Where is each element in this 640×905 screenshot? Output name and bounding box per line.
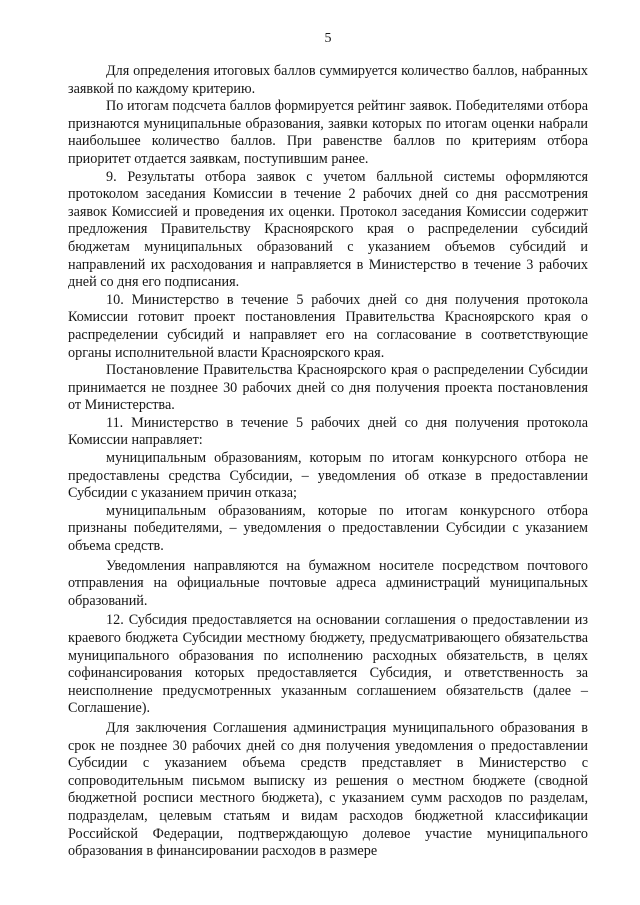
- paragraph-resolution: Постановление Правительства Красноярского края о распределении Субсидии принимается не позднее 30 рабочих дней со дня получения проекта постановления от Министерства.: [68, 362, 588, 414]
- paragraph-notice-delivery: Уведомления направляются на бумажном носителе посредством почтового отправления на официальные почтовые адреса администраций муниципальных образований.: [68, 557, 588, 609]
- paragraph-refusal-notice: муниципальным образованиям, которым по итогам конкурсного отбора не предоставлены средства Субсидии, – уведомления об отказе в предоставлении Субсидии с указанием причин отказа;: [68, 450, 588, 502]
- paragraph-total-points: Для определения итоговых баллов суммируется количество баллов, набранных заявкой по каждому критерию.: [68, 63, 588, 97]
- paragraph-agreement-conclusion: Для заключения Соглашения администрация муниципального образования в срок не позднее 30 рабочих дней со дня получения уведомления о предоставлении Субсидии с указанием объема средств представляет в Министерство с сопроводительным письмом выписку из решения о местном бюджете (сводной бюджетной росписи местного бюджета), с указанием сумм расходов по разделам, подразделам, целевым статьям и видам расходов бюджетной классификации Российской Федерации, подтверждающую долевое участие муниципального образования в финансировании расходов в размере: [68, 719, 588, 860]
- paragraph-item-11: 11. Министерство в течение 5 рабочих дней со дня получения протокола Комиссии направляет:: [68, 414, 588, 449]
- paragraph-winner-notice: муниципальным образованиям, которые по итогам конкурсного отбора признаны победителями, – уведомления о предоставлении Субсидии с указанием объема средств.: [68, 502, 588, 555]
- document-page: [68, 30, 588, 861]
- paragraph-item-10: 10. Министерство в течение 5 рабочих дней со дня получения протокола Комиссии готовит проект постановления Правительства Красноярского края о распределении субсидий и направляет его на согласование в соответствующие органы исполнительной власти Красноярского края.: [68, 291, 588, 361]
- paragraph-rating: По итогам подсчета баллов формируется рейтинг заявок. Победителями отбора признаются муниципальные образования, заявки которых по итогам оценки набрали наибольшее количество баллов. При равенстве баллов по критериям отбора приоритет отдается заявкам, поступившим ранее.: [68, 98, 588, 167]
- page-number: 5: [324, 31, 332, 46]
- paragraph-item-12: 12. Субсидия предоставляется на основании соглашения о предоставлении из краевого бюджета Субсидии местному бюджету, предусматривающего обязательства муниципального образования по исполнению расходных обязательств, в целях софинансирования которых предоставляется Субсидия, и ответственность за неисполнение предусмотренных указанным соглашением обязательств (далее – Соглашение).: [68, 612, 588, 717]
- paragraph-item-9: 9. Результаты отбора заявок с учетом балльной системы оформляются протоколом заседания Комиссии в течение 2 рабочих дней со дня рассмотрения заявок Комиссией и проведения их оценки. Протокол заседания Комиссии содержит предложения Правительству Красноярского края о распределении субсидий бюджетам муниципальных образований с указанием объемов субсидий и направлений их расходования и направляется в Министерство в течение 3 рабочих дней со дня его подписания.: [68, 168, 588, 291]
